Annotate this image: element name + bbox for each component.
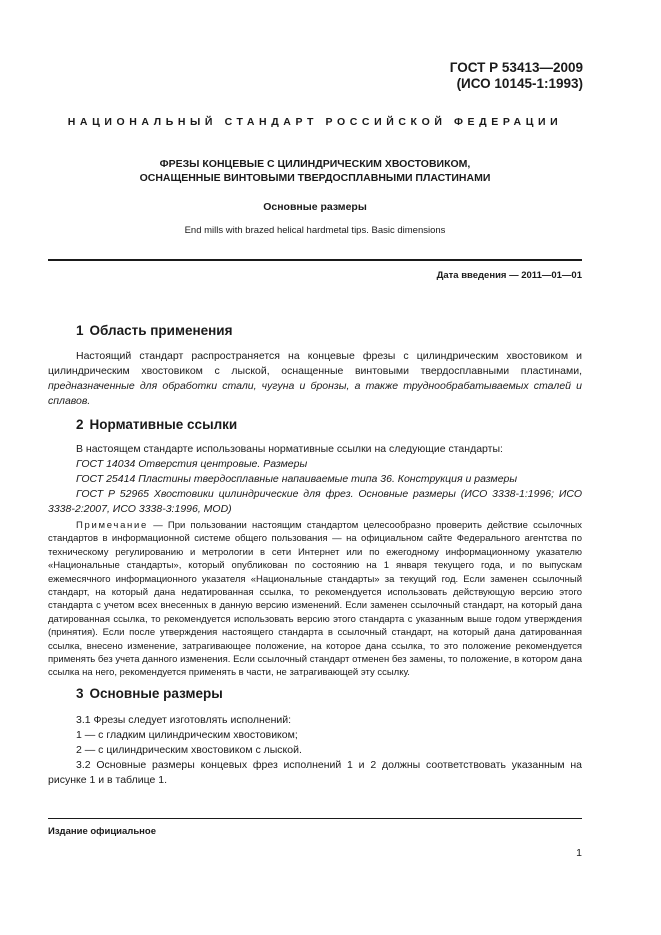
document-title [48,157,582,185]
english-title: End mills with brazed helical hardmetal tips. Basic dimensions [184,225,446,236]
title-line-1: ФРЕЗЫ КОНЦЕВЫЕ С ЦИЛИНДРИЧЕСКИМ ХВОСТОВИКОМ, [159,158,471,170]
references-note [48,519,582,680]
section-number: 1 [76,323,84,338]
section-title: Основные размеры [89,686,223,701]
iso-number: (ИСО 10145-1:1993) [456,76,583,91]
variant-2: 2 — с цилиндрическим хвостовиком с лыской. [76,744,302,756]
standard-code [450,60,583,92]
reference-item: ГОСТ Р 52965 Хвостовики цилиндрические для фрез. Основные размеры (ИСО 3338-1:1996; ИСО 3338-2:2007, ИСО 3338-3:1996, MOD) [48,488,582,515]
section-3-text [48,713,582,788]
section-number: 2 [76,417,84,432]
reference-item: ГОСТ 14034 Отверстия центровые. Размеры [76,458,308,470]
section-1-text [48,349,582,409]
section-number: 3 [76,686,84,701]
section-2-heading [76,417,237,432]
official-edition-label: Издание официальное [48,826,156,837]
section-1-heading [76,323,232,338]
header-divider [48,259,582,261]
section-title: Область применения [89,323,233,338]
section-3-heading [76,686,223,701]
reference-item: ГОСТ 25414 Пластины твердосплавные напаиваемые типа 36. Конструкция и размеры [76,473,518,485]
title-line-2: ОСНАЩЕННЫЕ ВИНТОВЫМИ ТВЕРДОСПЛАВНЫМИ ПЛАСТИНАМИ [139,172,491,184]
standard-number: ГОСТ Р 53413—2009 [449,60,583,75]
effective-date: Дата введения — 2011—01—01 [436,270,582,281]
footer-divider [48,818,582,819]
scope-text-italic: предназначенные для обработки стали, чугуна и бронзы, а также труднообрабатываемых сталей и сплавов. [48,380,582,407]
page-number: 1 [576,847,582,859]
scope-text: Настоящий стандарт распространяется на концевые фрезы с цилиндрическим хвостовиком и цилиндрическим хвостовиком с лыской, оснащенные винтовыми твердосплавными пластинами, [48,350,582,377]
section-title: Нормативные ссылки [89,417,238,432]
note-label: Примечание [76,520,148,531]
clause-3-2: 3.2 Основные размеры концевых фрез исполнений 1 и 2 должны соответствовать указанным на рисунке 1 и в таблице 1. [48,759,582,786]
variant-1: 1 — с гладким цилиндрическим хвостовиком; [76,729,298,741]
references-intro: В настоящем стандарте использованы нормативные ссылки на следующие стандарты: [76,443,503,455]
clause-3-1: 3.1 Фрезы следует изготовлять исполнений: [76,714,292,726]
normative-references [48,442,582,517]
document-subtitle: Основные размеры [263,201,367,213]
national-standard-banner: НАЦИОНАЛЬНЫЙ СТАНДАРТ РОССИЙСКОЙ ФЕДЕРАЦИИ [67,116,563,128]
note-text: — При пользовании настоящим стандартом целесообразно проверить действие ссылочных стандартов в информационной системе общего пользования — на официальном сайте Федерального агентства по техническому регулированию и метрологии в сети Интернет или по ежегодному информационному указателю «Национальные стандарты», который опубликован по состоянию на 1 января текущего года, и по выпускам ежемесячного информационного указателя «Национальные стандарты» за текущий год. Если заменен ссылочный стандарт, на который дана недатированная ссылка, то рекомендуется использовать действующую версию этого стандарта с учетом всех внесенных в данную версию изменений. Если заменен ссылочный стандарт, на который дана датированная ссылка, то рекомендуется использовать версию этого стандарта с указанным выше годом утверждения (принятия). Если после утверждения настоящего стандарта в ссылочный стандарт, на который дана датированная ссылка, внесено изменение, затрагивающее положение, на которое дана ссылка, то это положение рекомендуется применять без учета данного изменения. Если ссылочный стандарт отменен без замены, то положение, в котором дана ссылка на него, рекомендуется применять в части, не затрагивающей эту ссылку. [48,520,582,679]
